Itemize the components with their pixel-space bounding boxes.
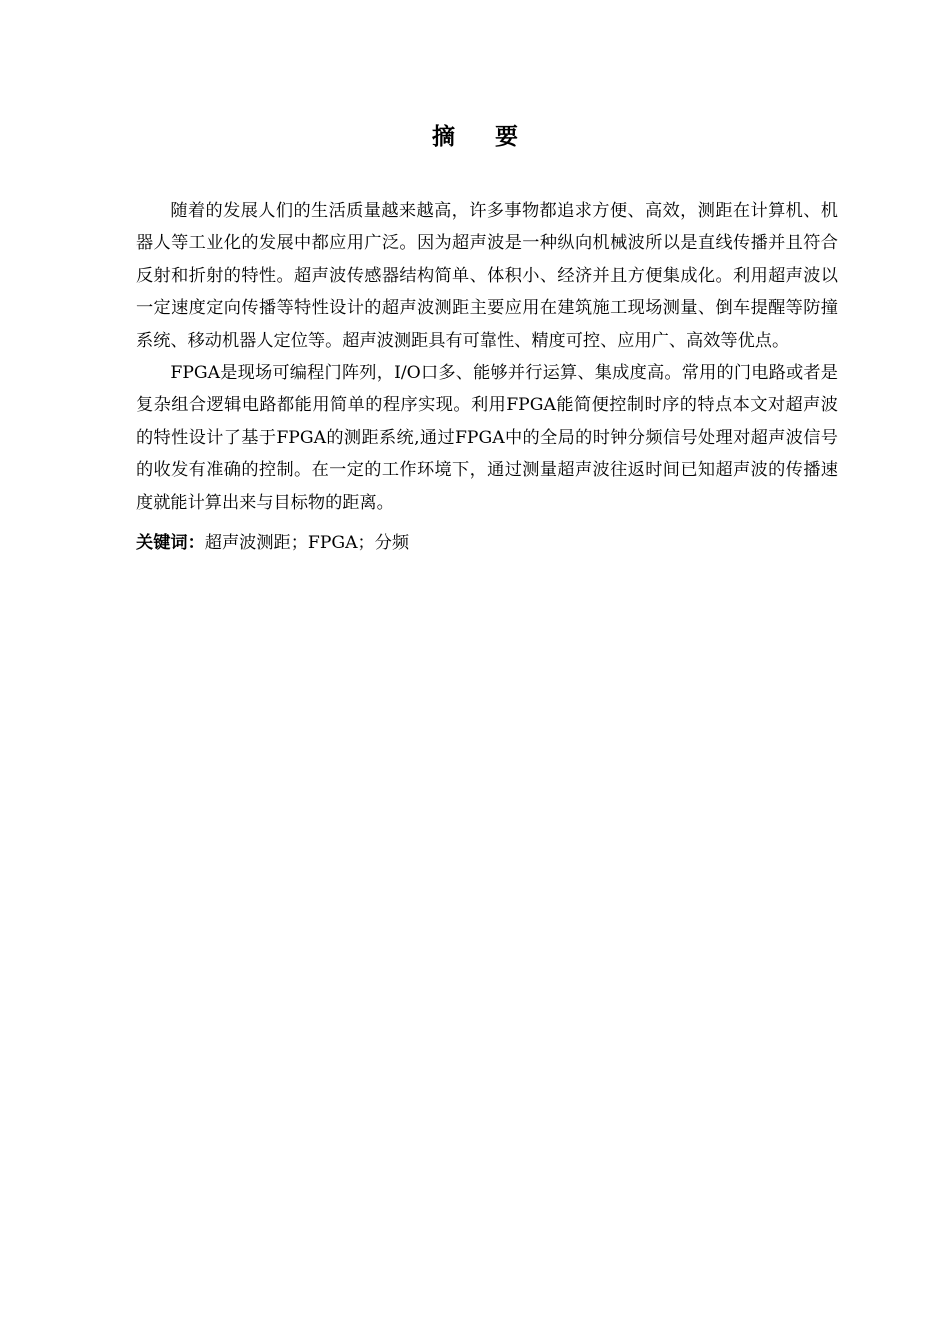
page-title: 摘 要 xyxy=(431,124,534,150)
keywords-value: 超声波测距；FPGA；分频 xyxy=(204,533,410,554)
abstract-body xyxy=(136,195,838,559)
abstract-paragraph-1: 随着的发展人们的生活质量越来越高，许多事物都追求方便、高效，测距在计算机、机器人等工业化的发展中都应用广泛。因为超声波是一种纵向机械波所以是直线传播并且符合反射和折射的特性。超声波传感器结构简单、体积小、经济并且方便集成化。利用超声波以一定速度定向传播等特性设计的超声波测距主要应用在建筑施工现场测量、倒车提醒等防撞系统、移动机器人定位等。超声波测距具有可靠性、精度可控、应用广、高效等优点。 xyxy=(136,201,838,351)
keywords-line xyxy=(136,527,838,559)
abstract-paragraph-2: FPGA是现场可编程门阵列，I/O口多、能够并行运算、集成度高。常用的门电路或者是复杂组合逻辑电路都能用简单的程序实现。利用FPGA能简便控制时序的特点本文对超声波的特性设计了基于FPGA的测距系统,通过FPGA中的全局的时钟分频信号处理对超声波信号的收发有准确的控制。在一定的工作环境下，通过测量超声波往返时间已知超声波的传播速度就能计算出来与目标物的距离。 xyxy=(136,363,838,513)
keywords-label: 关键词： xyxy=(136,533,205,554)
